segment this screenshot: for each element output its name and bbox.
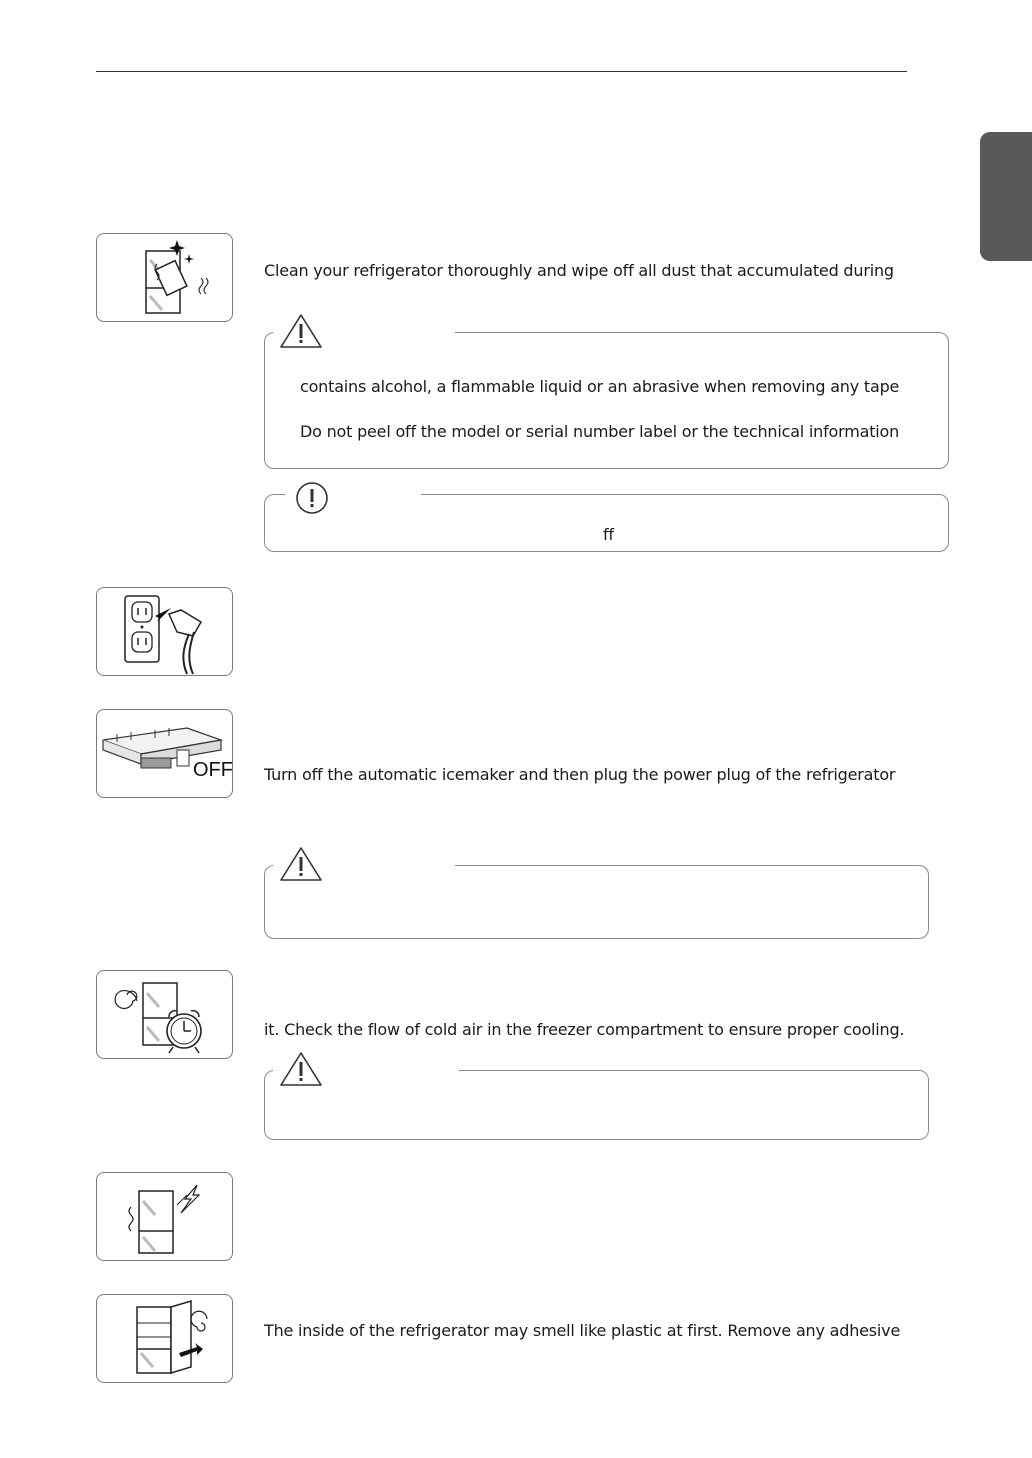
language-tab (980, 132, 1032, 261)
warning-triangle-icon (279, 846, 323, 882)
caution-panel (264, 1070, 929, 1140)
power-outlet-icon (96, 587, 233, 676)
open-door-smell-icon (96, 1294, 233, 1383)
header-rule (96, 71, 907, 72)
note-text: ff (603, 525, 614, 544)
warning-triangle-icon (279, 1051, 323, 1087)
caution-line: contains alcohol, a flammable liquid or an abrasive when removing any tape (300, 377, 900, 396)
cooling-wait-icon (96, 970, 233, 1059)
caution-panel (264, 865, 929, 939)
icemaker-icon (96, 709, 233, 798)
clean-fridge-icon (96, 233, 233, 322)
caution-panel (264, 332, 949, 469)
off-switch-label: OFF (193, 759, 233, 781)
icemaker-instruction: Turn off the automatic icemaker and then plug the power plug of the refrigerator (264, 765, 896, 784)
warning-triangle-icon (279, 313, 323, 349)
clean-instruction: Clean your refrigerator thoroughly and wipe off all dust that accumulated during (264, 261, 894, 280)
smell-instruction: The inside of the refrigerator may smell like plastic at first. Remove any adhesive (264, 1321, 901, 1340)
cooling-instruction: it. Check the flow of cold air in the freezer compartment to ensure proper cooling. (264, 1020, 905, 1039)
note-panel (264, 494, 949, 552)
fridge-noise-icon (96, 1172, 233, 1261)
caution-line: Do not peel off the model or serial number label or the technical information (300, 422, 900, 441)
note-exclamation-icon (295, 481, 329, 515)
